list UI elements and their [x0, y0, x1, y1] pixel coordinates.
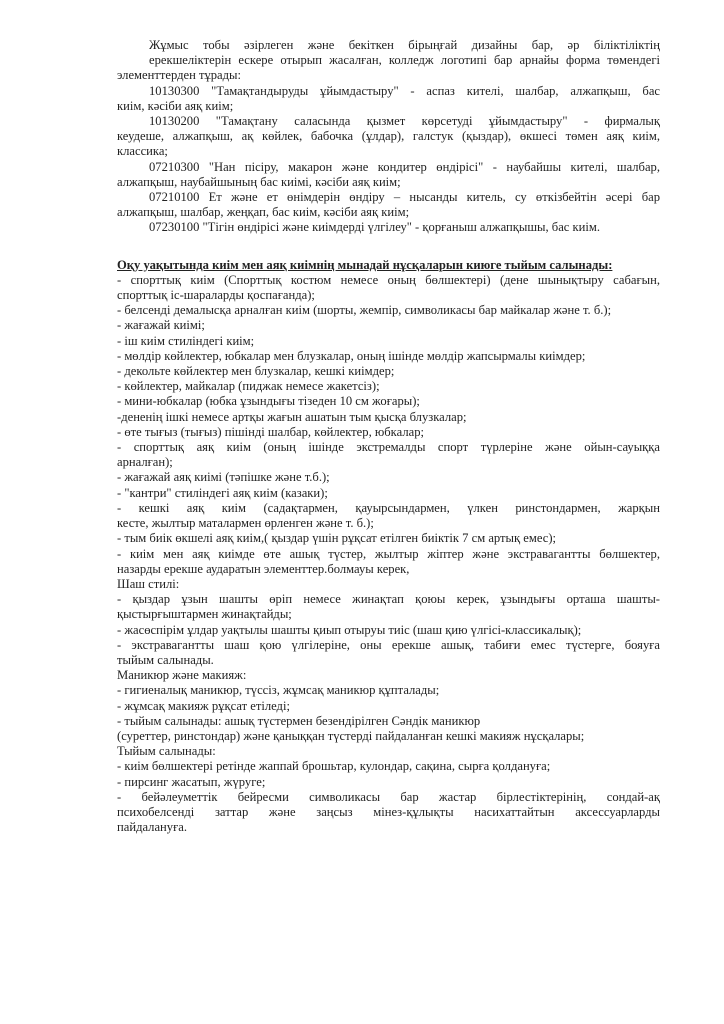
- specialty-10130300: [117, 84, 660, 114]
- text-line: спорттық іс-шараларды қоспағанда);: [117, 288, 315, 303]
- specialty-10130200: [117, 114, 660, 160]
- specialty-07210300: [117, 160, 660, 190]
- text-line: элементтерден тұрады:: [117, 68, 242, 83]
- list-item: [117, 334, 660, 349]
- makeup-section: [117, 668, 660, 744]
- text-line: ерекшеліктерін ескере отырып жасалған, колледж логотипі бар арнайы форма төмендегі: [149, 53, 660, 68]
- text-line: - тым биік өкшелі аяқ киім,( қыздар үшін рұқсат етілген биіктік 7 см артық емес);: [117, 531, 557, 546]
- list-item: [117, 318, 660, 333]
- list-item: [117, 790, 660, 836]
- text-line: (суреттер, ринстондар) және қаныққан түстерді пайдаланған кешкі макияж нұсқалары;: [117, 728, 585, 743]
- text-line: 10130200 "Тамақтану саласында қызмет көрсетуді ұйымдастыру" - фирмалық: [149, 114, 660, 129]
- text-line: - спорттық киім (Спорттық костюм немесе оның бөлшектері) (дене шынықтыру сабағын,: [117, 272, 660, 287]
- text-line: - мөлдір көйлектер, юбкалар мен блузкалар, оның ішінде мөлдір жапсырмалы киімдер;: [117, 348, 586, 363]
- text-line: 07210300 "Нан пісіру, макарон және кондитер өндірісі" - наубайшы кителі, шалбар,: [149, 159, 660, 174]
- intro-paragraph: [117, 38, 660, 84]
- list-item: [117, 440, 660, 470]
- list-item: [117, 683, 660, 698]
- text-line: қыстырғыштармен жинақтайды;: [117, 607, 292, 622]
- text-line: - өте тығыз (тығыз) пішінді шалбар, көйлектер, юбкалар;: [117, 424, 424, 439]
- text-line: - жағажай аяқ киімі (тәпішке және т.б.);: [117, 470, 330, 485]
- text-line: арналған);: [117, 455, 173, 470]
- text-line: психобелсенді заттар және заңсыз мінез-құлықты насихаттайтын аксессуарларды: [117, 804, 660, 819]
- list-item: [117, 699, 660, 714]
- list-item: [117, 364, 660, 379]
- text-line: - жасөспірім ұлдар уақтылы шашты қиып отыруы тиіс (шаш қию үлгісі-классикалық);: [117, 622, 582, 637]
- makeup-heading: Маникюр және макияж:: [117, 668, 247, 683]
- text-line: кеудеше, алжапқыш, ақ көйлек, бабочка (ұлдар), галстук (қыздар), өкшесі төмен аяқ киім,: [117, 129, 660, 144]
- list-item: [117, 470, 660, 485]
- text-line: - киім бөлшектері ретінде жаппай брошьтар, кулондар, сақина, сырға қолдануға;: [117, 759, 551, 774]
- forbidden-heading: Тыйым салынады:: [117, 744, 216, 759]
- text-line: - іш киім стиліндегі киім;: [117, 333, 255, 348]
- text-line: - мини-юбкалар (юбка ұзындығы тізеден 10 см жоғары);: [117, 394, 420, 409]
- list-item: [117, 349, 660, 364]
- forbidden-section: [117, 744, 660, 835]
- text-line: - киім мен аяқ киімде өте ашық түстер, жылтыр жіптер және экстравагантты бөлшектер,: [117, 546, 660, 561]
- text-line: тыйым салынады.: [117, 652, 214, 667]
- forbidden-list: [117, 759, 660, 835]
- list-item: [117, 303, 660, 318]
- text-line: 07210100 Ет және ет өнімдерін өндіру – нысанды китель, су өткізбейтін әсері бар: [149, 190, 660, 205]
- list-item: [117, 775, 660, 790]
- list-item: [117, 486, 660, 501]
- text-line: - декольте көйлектер мен блузкалар, кешкі киімдер;: [117, 364, 395, 379]
- text-line: - тыйым салынады: ашық түстермен безендірілген Сәндік маникюр: [117, 713, 481, 728]
- text-line: -дененің ішкі немесе артқы жағын ашатын тым қысқа блузкалар;: [117, 409, 467, 424]
- list-item: [117, 547, 660, 577]
- text-line: 07230100 "Тігін өндірісі және киімдерді үлгілеу" - қорғаныш алжапқышы, бас киім.: [149, 220, 601, 235]
- list-item: [117, 394, 660, 409]
- prohibited-heading: Оқу уақытында киім мен аяқ киімнің мынадай нұсқаларын киюге тыйым салынады:: [117, 257, 613, 272]
- specialty-07230100: [117, 220, 660, 235]
- list-item: [117, 410, 660, 425]
- list-item: [117, 501, 660, 531]
- prohibited-section: [117, 258, 660, 577]
- text-line: классика;: [117, 144, 168, 159]
- text-line: Жұмыс тобы әзірлеген және бекіткен бірыңғай дизайны бар, әр біліктіліктің: [149, 38, 660, 52]
- text-line: назарды ерекше аударатын элементтер.болмауы керек,: [117, 561, 410, 576]
- text-line: киім, кәсіби аяқ киім;: [117, 98, 234, 113]
- hair-list: [117, 592, 660, 668]
- list-item: [117, 592, 660, 622]
- text-line: - көйлектер, майкалар (пиджак немесе жакетсіз);: [117, 379, 380, 394]
- text-line: - белсенді демалысқа арналған киім (шорты, жемпір, символикасы бар майкалар және т. б.);: [117, 303, 612, 318]
- text-line: - кешкі аяқ киім (садақтармен, қауырсындармен, үлкен ринстондармен, жарқын: [117, 500, 660, 515]
- text-line: кесте, жылтыр маталармен өрленген және т. б.);: [117, 516, 374, 531]
- list-item: [117, 714, 660, 729]
- text-line: алжапқыш, шалбар, жеңқап, бас киім, кәсіби аяқ киім;: [117, 205, 410, 220]
- hair-heading: Шаш стилі:: [117, 576, 180, 591]
- text-line: - "кантри" стиліндегі аяқ киім (казаки);: [117, 485, 328, 500]
- text-line: пайдалануға.: [117, 820, 187, 835]
- text-line: - экстравагантты шаш қою үлгілеріне, оны ерекше ашық, табиғи емес түстерге, бояуға: [117, 637, 660, 652]
- list-item: [117, 729, 660, 744]
- text-line: 10130300 "Тамақтандыруды ұйымдастыру" - аспаз кителі, шалбар, алжапқыш, бас: [149, 83, 660, 98]
- text-line: - жұмсақ макияж рұқсат етіледі;: [117, 698, 290, 713]
- text-line: - гигиеналық маникюр, түссіз, жұмсақ маникюр құпталады;: [117, 683, 440, 698]
- text-line: алжапқыш, наубайшының бас киімі, кәсіби аяқ киім;: [117, 174, 401, 189]
- text-line: - жағажай киімі;: [117, 318, 205, 333]
- list-item: [117, 638, 660, 668]
- text-line: - қыздар ұзын шашты өріп немесе жинақтап қоюы керек, ұзындығы орташа шашты-: [117, 592, 660, 607]
- text-line: - спорттық аяқ киім (оның ішінде экстремалды спорт түрлеріне және ойын-сауыққа: [117, 440, 660, 455]
- list-item: [117, 759, 660, 774]
- prohibited-list: [117, 273, 660, 577]
- list-item: [117, 425, 660, 440]
- list-item: [117, 273, 660, 303]
- hair-section: [117, 577, 660, 668]
- list-item: [117, 531, 660, 546]
- specialty-07210100: [117, 190, 660, 220]
- list-item: [117, 623, 660, 638]
- makeup-list: [117, 683, 660, 744]
- text-line: - пирсинг жасатып, жүруге;: [117, 774, 266, 789]
- text-line: - бейәлеуметтік бейресми символикасы бар жастар бірлестіктерінің, сондай-ақ: [117, 789, 660, 804]
- list-item: [117, 379, 660, 394]
